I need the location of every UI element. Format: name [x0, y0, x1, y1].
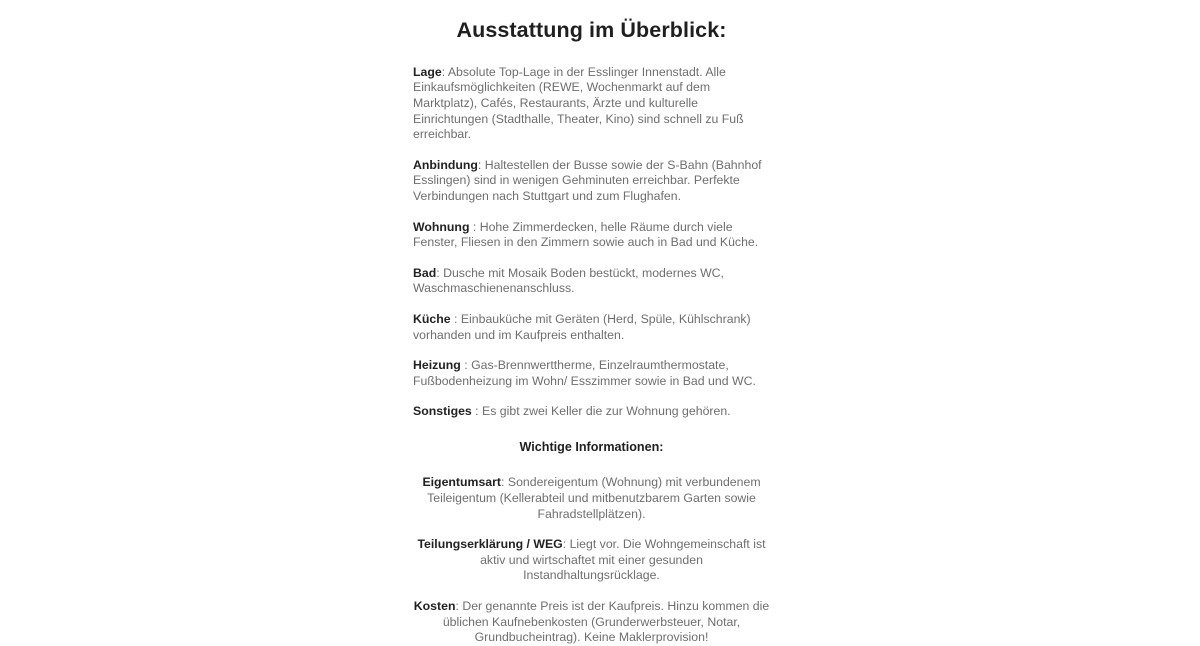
section-heading-wichtige-informationen: Wichtige Informationen: [519, 439, 664, 454]
info-paragraph-teilungserklaerung [413, 522, 770, 584]
feature-paragraph-kueche [413, 297, 770, 343]
feature-paragraph-bad [413, 251, 770, 297]
info-text-kosten: Der genannte Preis ist der Kaufpreis. Hinzu kommen die üblichen Kaufnebenkosten (Grunderwerbsteuer, Notar, Grundbucheintrag). Keine Maklerprovision! [442, 598, 770, 645]
feature-label-heizung: Heizung [413, 358, 461, 373]
feature-paragraph-wohnung [413, 205, 770, 251]
feature-text-sonstiges: Es gibt zwei Keller die zur Wohnung gehören. [482, 404, 731, 419]
feature-text-lage: Absolute Top-Lage in der Esslinger Innenstadt. Alle Einkaufsmöglichkeiten (REWE, Wochenmarkt auf dem Marktplatz), Cafés, Restaurants, Ärzte und kulturelle Einrichtungen (Stadthalle, Theater, Kino) sind schnell zu Fuß erreichbar. [413, 64, 744, 142]
feature-separator-sonstiges: : [471, 404, 483, 419]
document-content-column [413, 0, 770, 646]
info-separator-kosten: : [455, 598, 463, 613]
feature-label-kueche: Küche [413, 311, 451, 326]
feature-paragraph-heizung [413, 343, 770, 389]
features-section [413, 44, 770, 420]
info-text-eigentumsart: Sondereigentum (Wohnung) mit verbundenem Teileigentum (Kellerabteil und mitbenutzbarem Garten sowie Fahradstellplätzen). [427, 475, 761, 521]
feature-separator-lage: : [441, 64, 448, 79]
feature-text-heizung: Gas-Brennwerttherme, Einzelraumthermostate, Fußbodenheizung im Wohn/ Esszimmer sowie in Bad und WC. [413, 358, 756, 388]
feature-separator-bad: : [436, 265, 444, 280]
feature-separator-wohnung: : [469, 219, 480, 234]
info-label-teilungserklaerung: Teilungserklärung / WEG [417, 537, 563, 552]
info-text-teilungserklaerung: Liegt vor. Die Wohngemeinschaft ist aktiv und wirtschaftet mit einer gesunden Instandhaltungsrücklage. [480, 537, 766, 583]
feature-text-kueche: Einbauküche mit Geräten (Herd, Spüle, Kühlschrank) vorhanden und im Kaufpreis enthalten. [413, 311, 751, 342]
feature-label-wohnung: Wohnung [413, 219, 470, 234]
feature-label-sonstiges: Sonstiges [413, 404, 472, 419]
feature-separator-anbindung: : [477, 157, 485, 172]
info-separator-eigentumsart: : [501, 475, 508, 490]
page-title: Ausstattung im Überblick: [456, 18, 727, 42]
feature-text-wohnung: Hohe Zimmerdecken, helle Räume durch viele Fenster, Fliesen in den Zimmern sowie auch in Bad und Küche. [413, 219, 759, 250]
feature-label-anbindung: Anbindung [413, 157, 478, 172]
feature-text-bad: Dusche mit Mosaik Boden bestückt, modernes WC, Waschmaschienenanschluss. [413, 265, 724, 296]
feature-paragraph-lage [413, 44, 770, 143]
info-label-kosten: Kosten [413, 598, 456, 613]
feature-paragraph-anbindung [413, 143, 770, 205]
info-paragraph-eigentumsart [413, 460, 770, 522]
feature-label-lage: Lage [413, 64, 442, 79]
info-label-eigentumsart: Eigentumsart [422, 475, 502, 490]
info-separator-teilungserklaerung: : [562, 537, 570, 552]
feature-separator-kueche: : [450, 311, 461, 326]
feature-separator-heizung: : [460, 358, 472, 373]
feature-paragraph-sonstiges [413, 389, 770, 420]
important-info-section [413, 460, 770, 645]
feature-text-anbindung: Haltestellen der Busse sowie der S-Bahn (Bahnhof Esslingen) sind in wenigen Gehminuten erreichbar. Perfekte Verbindungen nach Stuttgart und zum Flughafen. [413, 157, 762, 203]
feature-label-bad: Bad [413, 265, 437, 280]
info-paragraph-kosten [413, 584, 770, 646]
